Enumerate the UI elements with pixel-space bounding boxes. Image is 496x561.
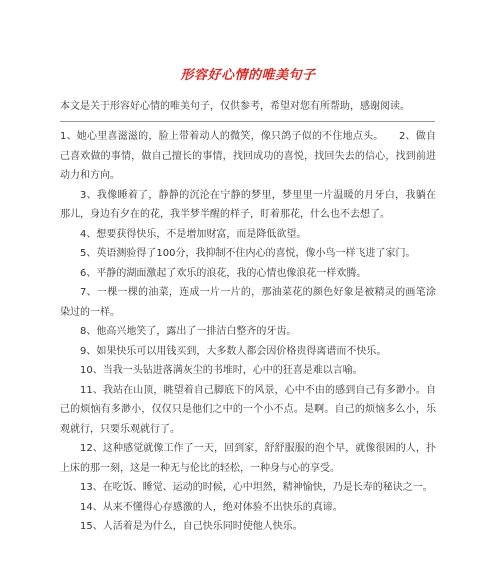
paragraph: 9、如果快乐可以用钱买到，大多数人都会因价格贵得离谱而不快乐。 xyxy=(80,345,387,357)
paragraph: 15、人活着是为什么，自己快乐同时使他人快乐。 xyxy=(80,521,303,532)
paragraph: 12、这种感觉就像工作了一天，回到家，舒舒服服的泡个早，就像很困的人，扑上床的那一刻，这是一种无与伦比的轻松，一种身与心的享受。 xyxy=(60,443,436,474)
paragraph: 6、平静的湖面激起了欢乐的浪花，我的心情也像浪花一样欢腾。 xyxy=(80,267,367,279)
intro-text: 本文是关于形容好心情的唯美句子，仅供参考，希望对您有所帮助，感谢阅读。 xyxy=(60,101,410,112)
paragraph: 14、从来不懂得心存感激的人，绝对体验不出快乐的真谛。 xyxy=(80,501,343,513)
paragraph: 1、她心里喜滋滋的，脸上带着动人的微笑，像只鸽子似的不住地点头。 2、做自己喜欢做的事情，做自己擅长的事情，找回成功的喜悦，找回失去的信心，找到前进动力和方向。 xyxy=(60,131,436,181)
paragraph: 7、一棵一棵的油菜，连成一片一片的，那油菜花的颜色好象是被精灵的画笔涂染过的一样。 xyxy=(60,287,436,318)
paragraph: 5、英语测验得了100分，我抑制不住内心的喜悦，像小鸟一样飞进了家门。 xyxy=(80,248,416,259)
divider-line xyxy=(60,121,435,122)
paragraph: 13、在吃饭、睡觉、运动的时候，心中坦然，精神愉快，乃是长寿的秘诀之一。 xyxy=(80,482,433,493)
paragraph: 11、我站在山顶，眺望着自己脚底下的风景，心中不由的感到自己有多渺小。自己的烦恼有多渺小，仅仅只是他们之中的一个小不点。是啊。自己的烦恼多么小，乐观就行，只要乐观就行了。 xyxy=(60,384,436,435)
paragraph: 8、他高兴地笑了，露出了一排洁白整齐的牙齿。 xyxy=(80,326,297,337)
document-body xyxy=(60,127,436,537)
paragraph: 10、当我一头钻进落满灰尘的书堆时，心中的狂喜是难以言喻。 xyxy=(80,365,363,376)
paragraph: 4、想要获得快乐，不是增加财富，而是降低欲望。 xyxy=(80,228,307,240)
document-title: 形容好心情的唯美句子 xyxy=(180,68,316,83)
paragraph: 3、我像睡着了，静静的沉沦在宁静的梦里，梦里里一片温暖的月牙白，我躺在那儿，身边有夕在的花，我半梦半醒的样子，盯着那花，什么也不去想了。 xyxy=(60,189,436,220)
